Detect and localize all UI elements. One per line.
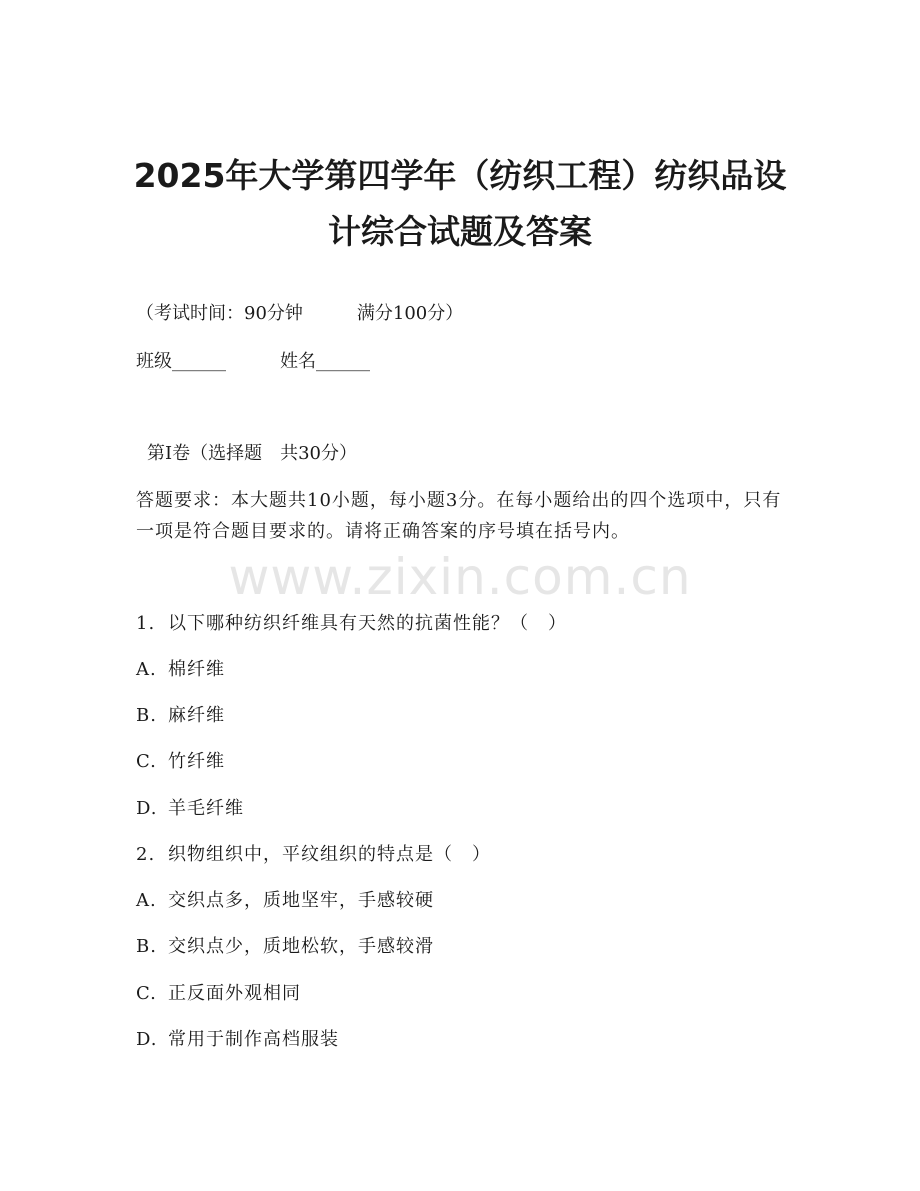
question-1-option-d: [136, 795, 244, 823]
option-letter: A.: [136, 890, 157, 911]
class-field: 班级______: [136, 351, 226, 372]
question-2-option-c: [136, 980, 301, 1008]
watermark: www.zixin.com.cn: [228, 548, 692, 606]
option-text: 羊毛纤维: [168, 798, 244, 819]
option-text: 棉纤维: [168, 659, 225, 680]
question-2-option-a: [136, 887, 434, 915]
question-number: 2.: [136, 844, 156, 865]
question-number: 1.: [136, 613, 156, 634]
option-letter: C.: [136, 983, 157, 1004]
option-text: 竹纤维: [168, 751, 225, 772]
question-1-option-c: [136, 748, 225, 776]
question-text: 织物组织中，平纹组织的特点是（ ）: [168, 844, 491, 865]
question-2-stem: [136, 841, 491, 869]
title-line-1: 2025年大学第四学年（纺织工程）纺织品设: [133, 156, 787, 195]
option-text: 交织点多，质地坚牢，手感较硬: [168, 890, 434, 911]
question-1-option-b: [136, 702, 225, 730]
option-letter: D.: [136, 798, 158, 819]
student-fields: [136, 348, 370, 376]
option-letter: B.: [136, 705, 157, 726]
option-text: 麻纤维: [168, 705, 225, 726]
question-2-option-b: [136, 933, 434, 961]
exam-score: 满分100分）: [356, 303, 464, 324]
exam-info: [136, 300, 463, 328]
exam-time: （考试时间：90分钟: [136, 303, 303, 324]
question-text: 以下哪种纺织纤维具有天然的抗菌性能？（ ）: [168, 613, 567, 634]
option-letter: B.: [136, 936, 157, 957]
option-text: 常用于制作高档服装: [168, 1029, 339, 1050]
name-field: 姓名______: [280, 351, 370, 372]
question-1-stem: [136, 610, 567, 638]
instructions: 答题要求：本大题共10小题，每小题3分。在每小题给出的四个选项中，只有一项是符合题目要求的。请将正确答案的序号填在括号内。: [136, 490, 782, 542]
option-text: 交织点少，质地松软，手感较滑: [168, 936, 434, 957]
option-letter: C.: [136, 751, 157, 772]
option-text: 正反面外观相同: [168, 983, 301, 1004]
question-1-option-a: [136, 656, 225, 684]
title-line-2: 计综合试题及答案: [328, 212, 592, 251]
page-title: [90, 148, 830, 260]
option-letter: A.: [136, 659, 157, 680]
option-letter: D.: [136, 1029, 158, 1050]
question-2-option-d: [136, 1026, 339, 1054]
section-heading: 第I卷（选择题 共30分）: [147, 443, 358, 464]
